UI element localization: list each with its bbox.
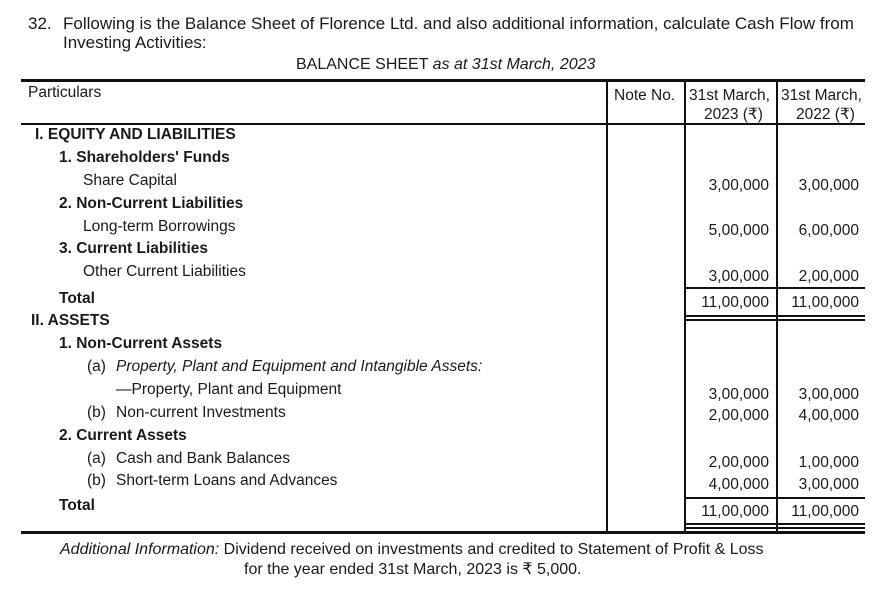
question-text-line1: Following is the Balance Sheet of Florence Ltd. and also additional information, calculate Cash Flow from [63, 14, 854, 33]
row-nci-2022: 4,00,000 [798, 407, 859, 424]
row-share-capital-2023: 3,00,000 [708, 177, 769, 194]
equity-total-double-rule-1 [684, 315, 865, 317]
assets-total-2022: 11,00,000 [791, 503, 859, 520]
row-stl-label: Short-term Loans and Advances [116, 472, 338, 489]
row-other-current-liabilities-2022: 2,00,000 [798, 268, 859, 285]
col-divider-note-left [606, 79, 608, 533]
row-long-term-borrowings-2022: 6,00,000 [798, 222, 859, 239]
header-particulars: Particulars [28, 84, 102, 101]
row-stl-marker: (b) [87, 472, 106, 489]
equity-total-label: Total [59, 290, 95, 307]
balance-sheet-title-main: BALANCE SHEET [296, 56, 429, 73]
additional-info-line2: for the year ended 31st March, 2023 is ₹ 5,000. [244, 561, 582, 578]
row-cash-2023: 2,00,000 [708, 454, 769, 471]
table-top-rule [21, 79, 865, 82]
question-number: 32. [28, 14, 52, 33]
subsection-non-current-liabilities: 2. Non-Current Liabilities [59, 195, 244, 212]
assets-total-label: Total [59, 497, 95, 514]
section-assets: II. ASSETS [31, 312, 110, 329]
row-share-capital-label: Share Capital [83, 172, 177, 189]
equity-total-2023: 11,00,000 [701, 294, 769, 311]
row-nci-2023: 2,00,000 [708, 407, 769, 424]
row-nci-label: Non-current Investments [116, 404, 286, 421]
additional-info-text1: Dividend received on investments and credited to Statement of Profit & Loss [223, 541, 764, 558]
subsection-current-assets: 2. Current Assets [59, 427, 187, 444]
row-other-current-liabilities-2023: 3,00,000 [708, 268, 769, 285]
row-cash-label: Cash and Bank Balances [116, 450, 291, 467]
row-cash-2022: 1,00,000 [798, 454, 859, 471]
equity-total-double-rule-2 [684, 319, 865, 321]
row-stl-2023: 4,00,000 [708, 476, 769, 493]
section-equity-liabilities: I. EQUITY AND LIABILITIES [35, 126, 236, 143]
row-ppe-2022: 3,00,000 [798, 386, 859, 403]
row-stl-2022: 3,00,000 [798, 476, 859, 493]
row-share-capital-2022: 3,00,000 [798, 177, 859, 194]
assets-total-double-rule-1 [684, 523, 865, 525]
row-long-term-borrowings-label: Long-term Borrowings [83, 218, 236, 235]
header-2023-line2: 2023 (₹) [704, 106, 763, 123]
header-note-no: Note No. [614, 87, 676, 104]
balance-sheet-title-date: as at 31st March, 2023 [432, 56, 596, 73]
question-text-line2: Investing Activities: [63, 33, 207, 52]
subsection-current-liabilities: 3. Current Liabilities [59, 240, 209, 257]
header-2022-line1: 31st March, [781, 87, 862, 104]
additional-info-label: Additional Information: [60, 541, 220, 558]
row-other-current-liabilities-label: Other Current Liabilities [83, 263, 246, 280]
assets-total-top-rule [684, 497, 865, 499]
row-nci-marker: (b) [87, 404, 106, 421]
assets-total-double-rule-2 [684, 527, 865, 529]
row-cash-marker: (a) [87, 450, 106, 467]
balance-sheet-table [21, 79, 865, 534]
additional-info-line1 [60, 540, 764, 560]
header-2022-line2: 2022 (₹) [796, 106, 855, 123]
header-2023-line1: 31st March, [689, 87, 770, 104]
table-bottom-rule [21, 531, 865, 534]
row-ppe-label: —Property, Plant and Equipment [116, 381, 342, 398]
row-long-term-borrowings-2023: 5,00,000 [708, 222, 769, 239]
balance-sheet-title [296, 56, 595, 74]
subsection-non-current-assets: 1. Non-Current Assets [59, 335, 223, 352]
assets-total-2023: 11,00,000 [701, 503, 769, 520]
equity-total-2022: 11,00,000 [791, 294, 859, 311]
subsection-shareholders-funds: 1. Shareholders' Funds [59, 149, 230, 166]
equity-total-top-rule [684, 287, 865, 289]
row-ppe-2023: 3,00,000 [708, 386, 769, 403]
row-ppe-intangible-heading: Property, Plant and Equipment and Intangible Assets: [116, 358, 483, 375]
row-ppe-intangible-marker: (a) [87, 358, 106, 375]
